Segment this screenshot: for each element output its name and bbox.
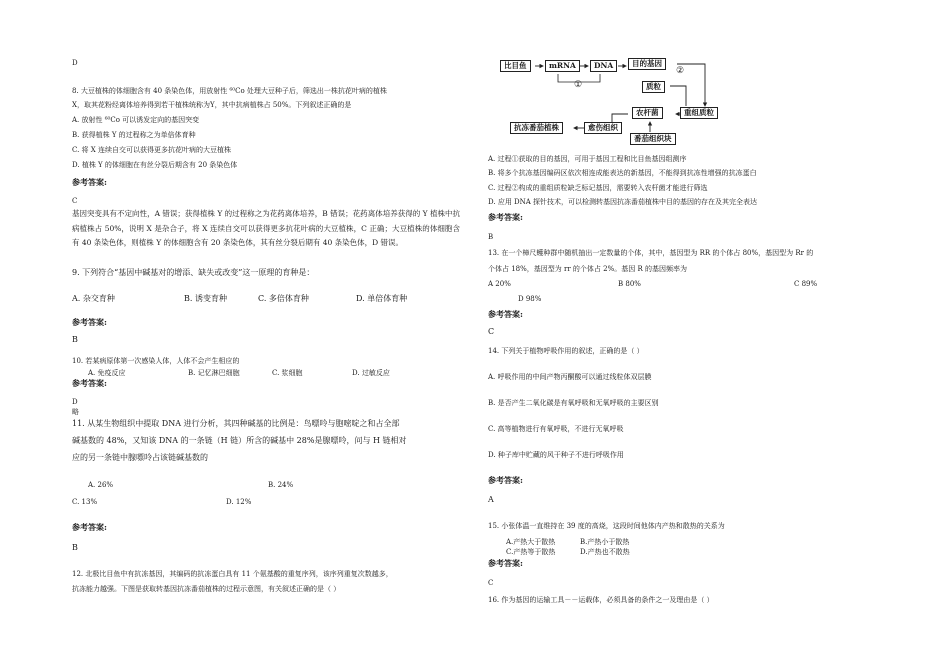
q15-stem: 15. 小张体温一直维持在 39 度的高烧，这段时间他体内产热和散热的关系为 xyxy=(488,522,725,530)
node-fish: 比目鱼 xyxy=(500,60,531,72)
q14-option-b: B. 是否产生二氧化碳是有氧呼吸和无氧呼吸的主要区别 xyxy=(488,399,659,407)
q8-option-d: D. 植株 Y 的体细胞在有丝分裂后期含有 20 条染色体 xyxy=(72,161,238,169)
q8-stem-line2: X，取其花粉经离体培养得到若干植株统称为Y，其中抗病植株占 50%。下列叙述正确的是 xyxy=(72,101,352,109)
node-tomato-tissue: 番茄组织块 xyxy=(630,133,676,145)
q14-answer: A xyxy=(488,495,494,504)
q8-answer: C xyxy=(72,197,78,205)
step-1-label: ① xyxy=(574,80,583,90)
q13-option-a: A 20% xyxy=(488,280,511,288)
node-callus: 愈伤组织 xyxy=(584,122,622,134)
q13-option-d: D 98% xyxy=(518,295,542,303)
q8-option-c: C. 将 X 连续自交可以获得更多抗花叶病的大豆植株 xyxy=(72,146,231,154)
q9-stem: 9. 下列符合“基因中碱基对的增添、缺失或改变”这一原理的育种是： xyxy=(72,268,315,277)
q12-stem-line2: 抗冻能力越强。下图是获取转基因抗冻番茄植株的过程示意图，有关叙述正确的是（ ） xyxy=(72,585,341,593)
q10-note: 略 xyxy=(72,408,79,416)
q15-option-d: D.产热也不散热 xyxy=(580,548,630,556)
q14-answer-label: 参考答案: xyxy=(488,475,523,485)
q10-stem: 10. 若某病原体第一次感染人体，人体不会产生相应的 xyxy=(72,357,240,365)
q11-stem-line3: 应的另一条链中腺嘌呤占该链碱基数的 xyxy=(72,453,208,462)
q10-answer: D xyxy=(72,398,78,406)
q12-option-c: C. 过程②构成的重组质粒缺乏标记基因，需要转入农杆菌才能进行筛选 xyxy=(488,184,708,192)
q16-stem: 16. 作为基因的运输工具－－运载体，必须具备的条件之一及理由是（ ） xyxy=(488,596,714,604)
q13-option-c: C 89% xyxy=(794,280,818,288)
q12-stem-line1: 12. 北极比目鱼中有抗冻基因，其编码的抗冻蛋白具有 11 个氨基酸的重复序列，该序列重复次数越多， xyxy=(72,570,393,578)
q8-stem-line1: 8. 大豆植株的体细胞含有 40 条染色体，用放射性 ⁶⁰Co 处理大豆种子后，筛选出一株抗花叶病的植株 xyxy=(72,87,387,95)
q9-answer: B xyxy=(72,335,78,344)
q10-answer-label: 参考答案: xyxy=(72,378,107,388)
q15-answer-label: 参考答案: xyxy=(488,558,523,568)
q14-stem: 14. 下列关于植物呼吸作用的叙述，正确的是（ ） xyxy=(488,347,644,355)
q11-option-c: C. 13% xyxy=(72,498,98,506)
q8-answer-label: 参考答案: xyxy=(72,177,107,187)
q14-option-c: C. 高等植物进行有氧呼吸，不进行无氧呼吸 xyxy=(488,425,624,433)
q13-stem-line2: 个体占 18%，基因型为 rr 的个体占 2%。基因 R 的基因频率为 xyxy=(488,265,687,273)
q10-option-b: B. 记忆淋巴细胞 xyxy=(188,369,240,377)
node-recombinant-plasmid: 重组质粒 xyxy=(680,107,718,119)
q11-stem-line1: 11. 从某生物组织中提取 DNA 进行分析，其四种碱基的比例是：鸟嘌呤与胞嘧啶之和占全部 xyxy=(72,419,400,428)
q10-option-d: D. 过敏反应 xyxy=(352,369,390,377)
q8-option-a: A. 放射性 ⁶⁰Co 可以诱发定向的基因突变 xyxy=(72,116,200,124)
q14-option-a: A. 呼吸作用的中间产物丙酮酸可以通过线粒体双层膜 xyxy=(488,373,652,381)
q15-answer: C xyxy=(488,579,494,587)
q12-answer: B xyxy=(488,233,494,241)
q8-option-b: B. 获得植株 Y 的过程称之为单倍体育种 xyxy=(72,131,196,139)
prev-answer: D xyxy=(72,59,78,67)
q9-option-b: B. 诱变育种 xyxy=(184,294,227,303)
q13-answer: C xyxy=(488,327,495,336)
q9-option-c: C. 多倍体育种 xyxy=(258,294,309,303)
node-dna: DNA xyxy=(590,60,617,72)
q15-option-c: C.产热等于散热 xyxy=(506,548,556,556)
q13-answer-label: 参考答案: xyxy=(488,309,523,319)
node-cold-resistant-plant: 抗冻番茄植株 xyxy=(510,122,563,134)
q10-option-a: A. 免疫反应 xyxy=(88,369,126,377)
q9-option-d: D. 单倍体育种 xyxy=(356,294,408,303)
q12-option-a: A. 过程①获取的目的基因，可用于基因工程和比目鱼基因组测序 xyxy=(488,155,687,163)
q15-option-b: B.产热小于散热 xyxy=(580,538,630,546)
q10-option-c: C. 浆细胞 xyxy=(272,369,303,377)
q13-option-b: B 80% xyxy=(618,280,641,288)
q8-explanation: 基因突变具有不定向性，A 错误；获得植株 Y 的过程称之为花药离体培养，B 错误；花药离体培养获得的 Y 植株中抗病植株占 50%，说明 X 是杂合子，将 X 连续自交可以获得更多抗花叶病的大豆植株，C 正确；大豆植株的体细胞含有 40 条染色体，则植株 Y 的体细胞含有 20 条染色体，其有丝分裂后期有 40 条染色体，D 错误。 xyxy=(72,209,460,247)
q11-answer-label: 参考答案: xyxy=(72,522,107,532)
node-mrna: mRNA xyxy=(545,60,580,72)
q11-option-d: D. 12% xyxy=(226,498,252,506)
q12-option-b: B. 将多个抗冻基因编码区依次相连成能表达的新基因，不能得到抗冻性增强的抗冻蛋白 xyxy=(488,169,757,177)
node-plasmid: 质粒 xyxy=(642,81,665,93)
q13-stem-line1: 13. 在一个樟尺蠖种群中随机抽出一定数量的个体，其中，基因型为 RR 的个体占 80%，基因型为 Rr 的 xyxy=(488,249,814,257)
node-agrobacterium: 农杆菌 xyxy=(632,107,663,119)
step-2-label: ② xyxy=(676,66,685,76)
q9-option-a: A. 杂交育种 xyxy=(72,294,115,303)
q15-option-a: A.产热大于散热 xyxy=(506,538,556,546)
q11-option-b: B. 24% xyxy=(268,481,294,489)
q11-option-a: A. 26% xyxy=(88,481,114,489)
transgenic-process-diagram xyxy=(500,52,730,152)
q11-answer: B xyxy=(72,543,78,552)
q12-answer-label: 参考答案: xyxy=(488,212,523,222)
q9-answer-label: 参考答案: xyxy=(72,317,107,327)
q14-option-d: D. 种子库中贮藏的风干种子不进行呼吸作用 xyxy=(488,451,624,459)
q12-option-d: D. 应用 DNA 探针技术，可以检测转基因抗冻番茄植株中目的基因的存在及其完全表达 xyxy=(488,198,758,206)
node-target-gene: 目的基因 xyxy=(628,58,666,70)
q11-stem-line2: 碱基数的 48%，又知该 DNA 的一条链（H 链）所含的碱基中 28%是腺嘌呤，问与 H 链相对 xyxy=(72,436,407,445)
